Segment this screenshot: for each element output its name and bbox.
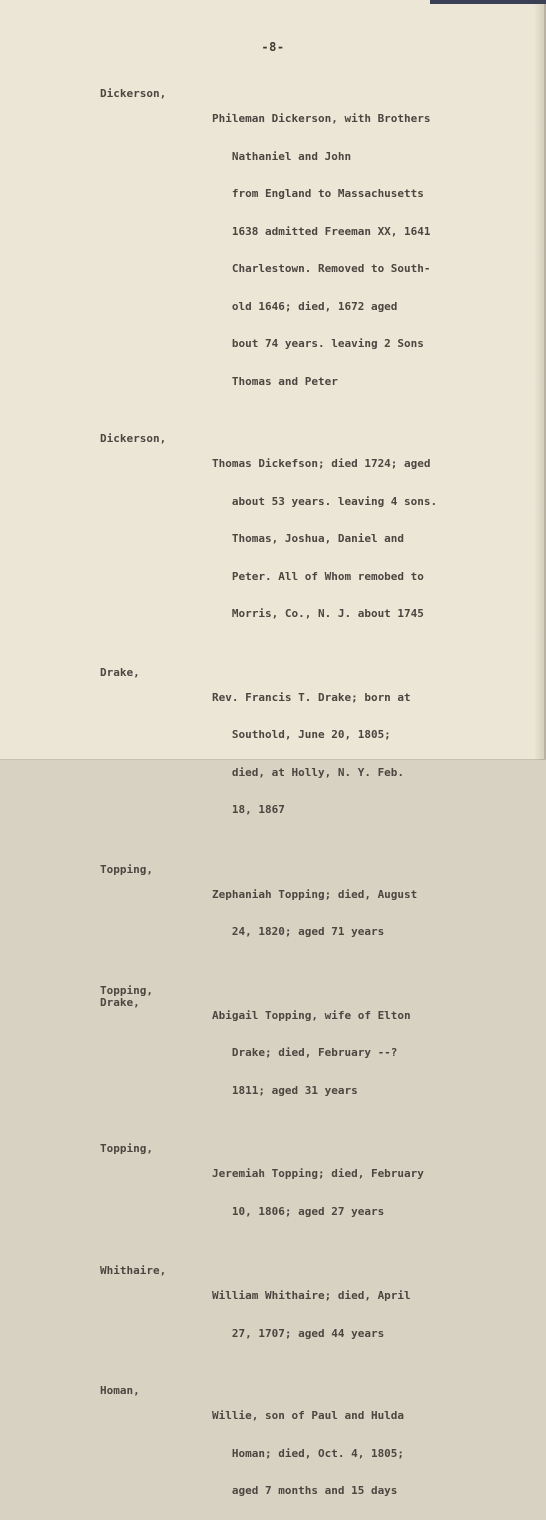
entry-surname: Topping, Drake,: [100, 983, 153, 1009]
entry-line: William Whithaire; died, April: [212, 1289, 411, 1302]
entry-surname: Homan,: [100, 1384, 140, 1397]
entry-text: [212, 1385, 404, 1520]
entry-line: Morris, Co., N. J. about 1745: [212, 607, 424, 620]
entry-text: [212, 88, 431, 413]
entry-line: 18, 1867: [212, 803, 285, 816]
entry-line: Jeremiah Topping; died, February: [212, 1167, 424, 1180]
entry: [100, 1143, 500, 1243]
entry-line: Nathaniel and John: [212, 149, 352, 163]
entry-line: Thomas, Joshua, Daniel and: [212, 532, 405, 545]
page-edge-shadow: [534, 0, 544, 760]
entry-line: 10, 1806; aged 27 years: [212, 1204, 385, 1218]
entry-text: [212, 1265, 411, 1365]
entry-surname: Topping,: [100, 1142, 153, 1155]
entry-line: Charlestown. Removed to South-: [212, 262, 431, 275]
entry: [100, 864, 500, 964]
entry-surname: Whithaire,: [100, 1264, 167, 1277]
entry-line: Peter. All of Whom remobed to: [212, 569, 424, 583]
entry: [100, 1265, 500, 1365]
entry-line: 27, 1707; aged 44 years: [212, 1326, 385, 1340]
entry-line: Phileman Dickerson, with Brothers: [212, 112, 431, 125]
entry-surname: Topping,: [100, 862, 153, 876]
entry-line: Thomas and Peter: [212, 374, 338, 388]
entry-line: Thomas Dickefson; died 1724; aged: [212, 457, 431, 470]
entry-text: [212, 985, 411, 1123]
entry-text: [212, 1143, 424, 1243]
page-number: -8-: [261, 40, 285, 54]
entry-line: died, at Holly, N. Y. Feb.: [212, 765, 405, 779]
entry-line: Willie, son of Paul and Hulda: [212, 1409, 405, 1422]
entry-line: about 53 years. leaving 4 sons.: [212, 494, 438, 508]
entry-line: Abigail Topping, wife of Elton: [212, 1008, 411, 1022]
entry: [100, 985, 500, 1123]
entry-line: from England to Massachusetts: [212, 187, 424, 200]
entry-line: Zephaniah Topping; died, August: [212, 887, 418, 901]
entry-line: 1811; aged 31 years: [212, 1083, 358, 1097]
entry: [100, 88, 500, 413]
entry-surname: Drake,: [100, 665, 140, 679]
entry-text: [212, 667, 411, 842]
entry-line: old 1646; died, 1672 aged: [212, 299, 398, 313]
entry: [100, 433, 500, 646]
entry-surname: Dickerson,: [100, 87, 167, 100]
entry-line: Rev. Francis T. Drake; born at: [212, 690, 411, 704]
entry-line: aged 7 months and 15 days: [212, 1484, 398, 1497]
entry-line: bout 74 years. leaving 2 Sons: [212, 337, 424, 350]
entry-line: Southold, June 20, 1805;: [212, 728, 391, 741]
entry-line: 24, 1820; aged 71 years: [212, 925, 385, 938]
entry-line: Homan; died, Oct. 4, 1805;: [212, 1446, 405, 1460]
entry-text: [212, 433, 437, 646]
entry-line: 1638 admitted Freeman XX, 1641: [212, 224, 431, 238]
genealogy-entries: [100, 88, 500, 1520]
entry-text: [212, 864, 417, 964]
binding-edge-strip: [430, 0, 546, 4]
entry: [100, 1385, 500, 1520]
entry: [100, 667, 500, 842]
entry-line: Drake; died, February --?: [212, 1046, 398, 1059]
entry-surname: Dickerson,: [100, 432, 167, 445]
